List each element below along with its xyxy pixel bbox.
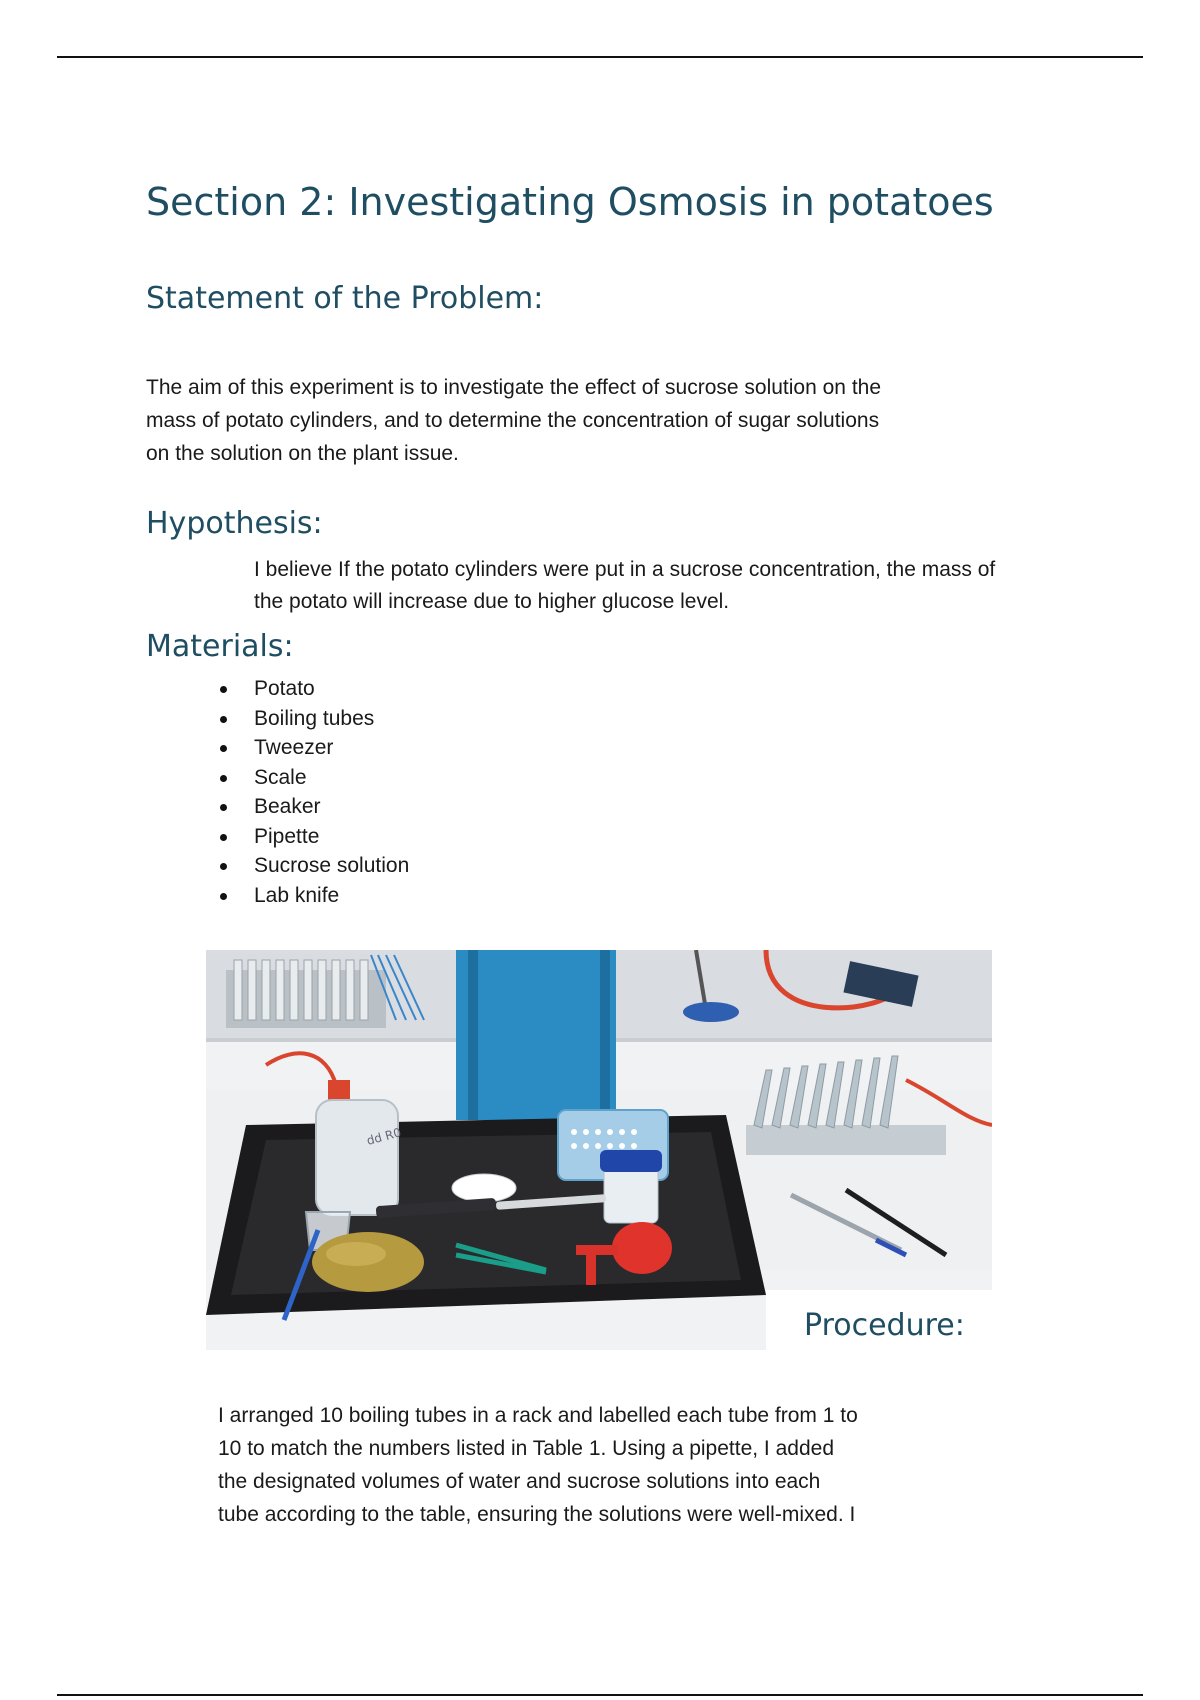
- list-item: Scale: [218, 763, 409, 793]
- blue-cabinet: [456, 950, 616, 1120]
- list-item: Lab knife: [218, 881, 409, 911]
- problem-paragraph: [146, 371, 881, 470]
- procedure-line: I arranged 10 boiling tubes in a rack and labelled each tube from 1 to: [218, 1404, 858, 1427]
- list-item: Sucrose solution: [218, 851, 409, 881]
- problem-line: on the solution on the plant issue.: [146, 442, 459, 465]
- top-rule: [57, 56, 1143, 58]
- list-item: Pipette: [218, 822, 409, 852]
- problem-line: The aim of this experiment is to investigate the effect of sucrose solution on the: [146, 376, 882, 399]
- sample-jar: [600, 1150, 662, 1223]
- problem-line: mass of potato cylinders, and to determine the concentration of sugar solutions: [146, 409, 880, 432]
- page-title: Section 2: Investigating Osmosis in potatoes: [146, 180, 994, 224]
- procedure-line: 10 to match the numbers listed in Table 1. Using a pipette, I added: [218, 1437, 834, 1460]
- weighing-boat: [452, 1174, 516, 1202]
- hypothesis-paragraph: [254, 554, 995, 618]
- procedure-heading: Procedure:: [804, 1308, 965, 1343]
- list-item: Beaker: [218, 792, 409, 822]
- hypothesis-line: I believe If the potato cylinders were put in a sucrose concentration, the mass of: [254, 558, 996, 581]
- procedure-line: tube according to the table, ensuring the solutions were well-mixed. I: [218, 1503, 856, 1526]
- problem-heading: Statement of the Problem:: [146, 281, 544, 316]
- procedure-paragraph: [218, 1399, 858, 1531]
- hypothesis-line: the potato will increase due to higher glucose level.: [254, 590, 730, 613]
- materials-list: [218, 674, 409, 910]
- bottle-label: dd R0: [365, 1125, 403, 1148]
- list-item: Tweezer: [218, 733, 409, 763]
- hypothesis-heading: Hypothesis:: [146, 506, 323, 541]
- list-item: Boiling tubes: [218, 704, 409, 734]
- materials-heading: Materials:: [146, 629, 294, 664]
- procedure-line: the designated volumes of water and sucrose solutions into each: [218, 1470, 821, 1493]
- lab-equipment-photo: [206, 950, 992, 1350]
- bottom-rule: [57, 1694, 1143, 1696]
- list-item: Potato: [218, 674, 409, 704]
